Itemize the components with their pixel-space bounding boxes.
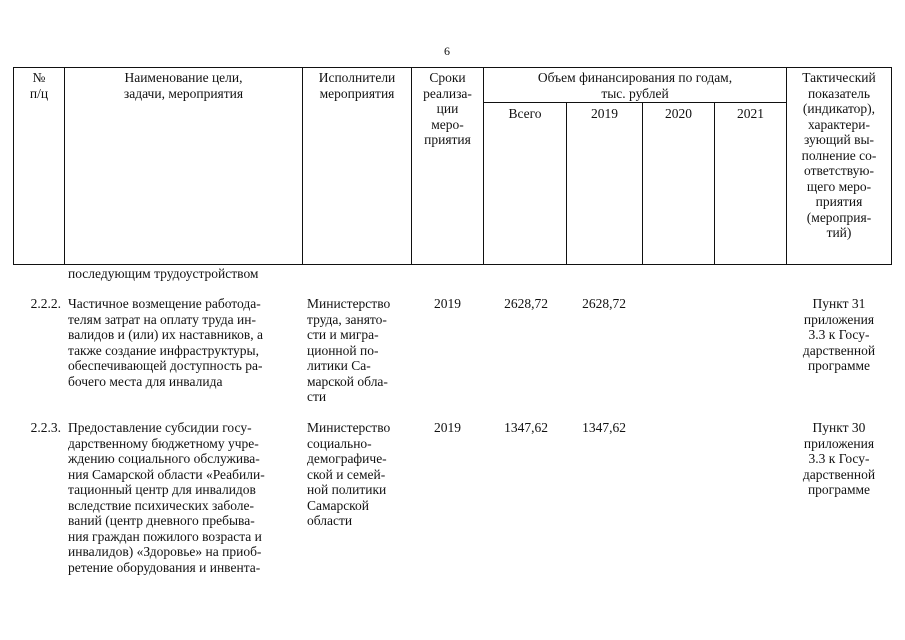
row-term: 2019 <box>434 296 461 311</box>
row-2019: 1347,62 <box>582 420 626 435</box>
row-total: 1347,62 <box>504 420 548 435</box>
header-indicator: Тактический показатель (индикатор), характери- зующий вы- полнение со- ответствую- щего меро- приятия (мероприя- тий) <box>801 70 877 240</box>
header-financing: Объем финансирования по годам, тыс. рублей <box>537 70 733 101</box>
row-total: 2628,72 <box>504 296 548 311</box>
row-indicator: Пункт 30 приложения 3.3 к Госу- дарственной программе <box>802 420 876 497</box>
column-divider <box>642 102 643 265</box>
header-2020: 2020 <box>665 106 692 121</box>
column-divider <box>566 102 567 265</box>
row-executor: Министерство социально- демографиче- ской и семей- ной политики Самарской области <box>307 420 391 528</box>
continuation-text: последующим трудоустройством <box>68 266 259 281</box>
page-number: 6 <box>444 44 450 58</box>
financing-subheader-divider <box>483 102 786 103</box>
row-term: 2019 <box>434 420 461 435</box>
header-2021: 2021 <box>737 106 764 121</box>
column-divider <box>714 102 715 265</box>
row-number: 2.2.3. <box>30 420 61 435</box>
header-name: Наименование цели, задачи, мероприятия <box>123 70 244 101</box>
header-terms: Сроки реализа- ции меро- приятия <box>423 70 472 147</box>
row-name: Частичное возмещение работода- телям затрат на оплату труда ин- валидов и (или) их наставников, а также создание инфраструктуры, обеспечивающей доступность ра- бочего места для инвалида <box>68 296 263 389</box>
row-number: 2.2.2. <box>30 296 61 311</box>
row-indicator: Пункт 31 приложения 3.3 к Госу- дарственной программе <box>802 296 876 373</box>
row-2019: 2628,72 <box>582 296 626 311</box>
row-executor: Министерство труда, занято- сти и мигра- ционной по- литики Са- марской обла- сти <box>307 296 391 404</box>
row-name: Предоставление субсидии госу- дарственному бюджетному учре- ждению социального обслужива- ния Самарской области «Реабили- тационный центр для инвалидов вследствие психических заболе- ваний (центр дневного пребыва- ния граждан пожилого возраста и инвалидов) «Здоровье» на приоб- ретение оборудования и инвента- <box>68 420 265 575</box>
header-executors: Исполнители мероприятия <box>318 70 396 101</box>
header-2019: 2019 <box>591 106 618 121</box>
header-number: № п/ц <box>29 70 49 101</box>
header-total: Всего <box>508 106 542 121</box>
